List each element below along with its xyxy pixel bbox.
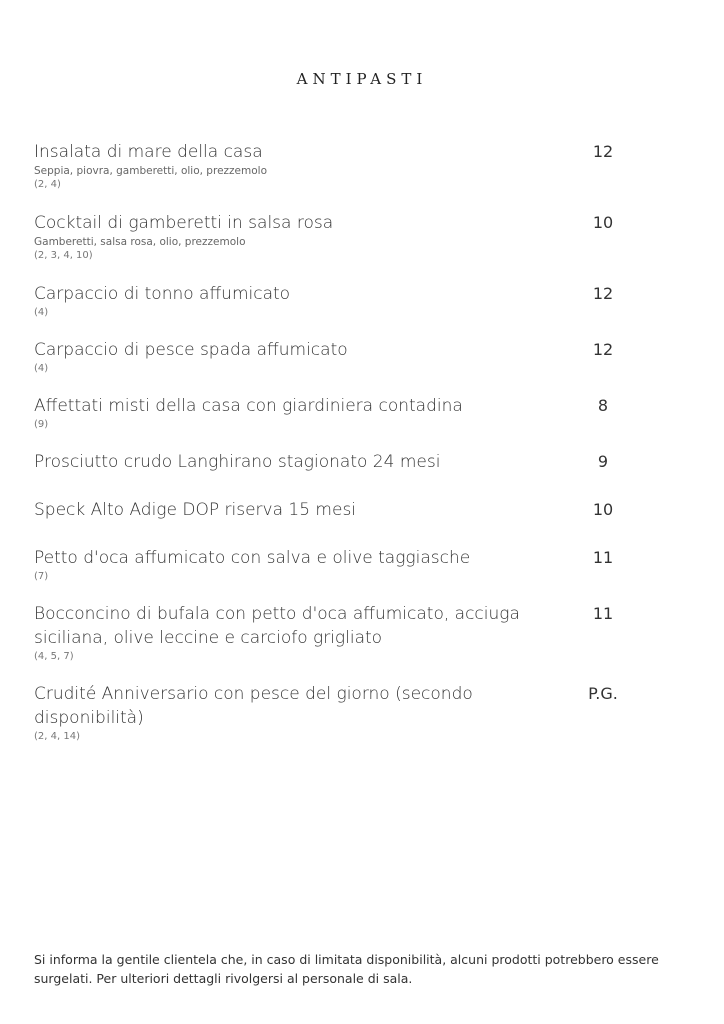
item-allergens: (7) bbox=[34, 571, 49, 582]
footer-note: Si informa la gentile clientela che, in caso di limitata disponibilità, alcuni prodotti potrebbero essere surgelati. Per ulteriori dettagli rivolgersi al personale di sala. bbox=[34, 952, 659, 986]
menu-item bbox=[34, 682, 684, 744]
item-allergens: (4, 5, 7) bbox=[34, 651, 74, 662]
menu-item bbox=[34, 282, 684, 320]
item-price: P.G. bbox=[588, 684, 618, 703]
menu-item bbox=[34, 546, 684, 584]
menu-item bbox=[34, 140, 684, 192]
item-price: 11 bbox=[592, 548, 614, 567]
item-price: 10 bbox=[592, 213, 614, 232]
item-name: Prosciutto crudo Langhirano stagionato 24 mesi bbox=[34, 452, 441, 472]
section-heading: ANTIPASTI bbox=[296, 70, 428, 88]
menu-item bbox=[34, 338, 684, 376]
item-price: 10 bbox=[592, 500, 614, 519]
item-name: Insalata di mare della casa bbox=[34, 142, 263, 162]
item-description: Seppia, piovra, gamberetti, olio, prezzemolo bbox=[34, 165, 267, 177]
item-allergens: (9) bbox=[34, 419, 49, 430]
item-name: Cocktail di gamberetti in salsa rosa bbox=[34, 213, 334, 233]
item-name: Petto d'oca affumicato con salva e olive taggiasche bbox=[34, 548, 471, 568]
item-allergens: (4) bbox=[34, 363, 49, 374]
item-name: Bocconcino di bufala con petto d'oca affumicato, acciuga siciliana, olive leccine e carciofo grigliato bbox=[34, 604, 520, 648]
item-price: 12 bbox=[592, 340, 614, 359]
item-allergens: (2, 3, 4, 10) bbox=[34, 250, 93, 261]
item-name: Affettati misti della casa con giardiniera contadina bbox=[34, 396, 463, 416]
item-name: Carpaccio di pesce spada affumicato bbox=[34, 340, 348, 360]
item-name: Speck Alto Adige DOP riserva 15 mesi bbox=[34, 500, 357, 520]
menu-item bbox=[34, 602, 684, 664]
item-allergens: (2, 4) bbox=[34, 179, 61, 190]
item-price: 8 bbox=[597, 396, 609, 415]
item-allergens: (4) bbox=[34, 307, 49, 318]
menu-item bbox=[34, 211, 684, 263]
item-description: Gamberetti, salsa rosa, olio, prezzemolo bbox=[34, 236, 246, 248]
menu-item bbox=[34, 450, 684, 474]
item-price: 9 bbox=[597, 452, 609, 471]
item-name: Carpaccio di tonno affumicato bbox=[34, 284, 291, 304]
item-price: 12 bbox=[592, 284, 614, 303]
menu-item bbox=[34, 498, 684, 522]
item-name: Crudité Anniversario con pesce del giorno (secondo disponibilità) bbox=[34, 684, 473, 728]
item-allergens: (2, 4, 14) bbox=[34, 731, 80, 742]
menu-item bbox=[34, 394, 684, 432]
item-price: 11 bbox=[592, 604, 614, 623]
item-price: 12 bbox=[592, 142, 614, 161]
